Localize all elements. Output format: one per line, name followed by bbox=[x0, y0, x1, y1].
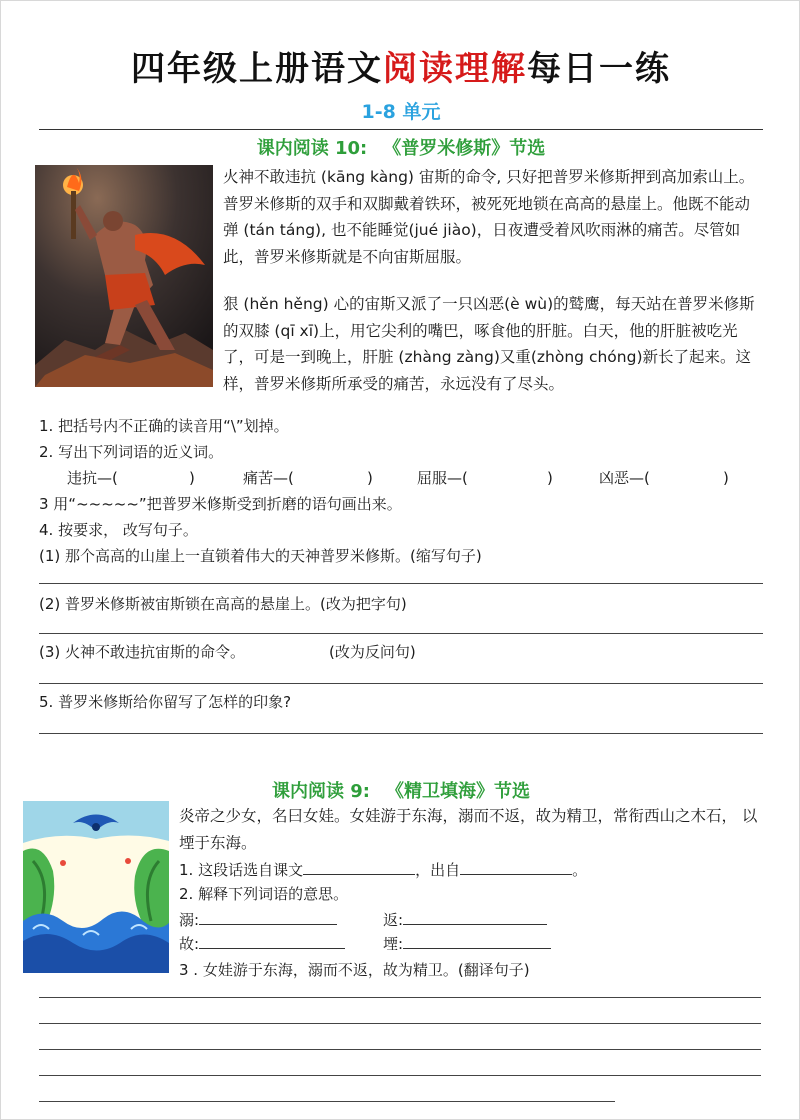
s2-question-1 bbox=[179, 859, 587, 881]
answer-line[interactable] bbox=[39, 683, 763, 684]
s1-question-3: 3 用“~~~~~”把普罗米修斯受到折磨的语句画出来。 bbox=[39, 495, 402, 513]
synonym-2-open: 痛苦—( bbox=[243, 469, 294, 487]
s1-question-4-3-requirement: (改为反问句) bbox=[329, 643, 416, 661]
synonym-2-close: ) bbox=[367, 469, 373, 487]
section2-title: 《精卫填海》节选 bbox=[386, 781, 530, 802]
section1-passage-p1: 火神不敢违抗 (kāng kàng) 宙斯的命令, 只好把普罗米修斯押到高加索山上。普罗米修斯的双手和双脚戴着铁环，被死死地锁在高高的悬崖上。他既不能动弹 (tán táng), 也不能睡觉(jué jiào)，日夜遭受着风吹雨淋的痛苦。尽管如此，普罗米修斯就是不向宙斯屈服。 bbox=[223, 168, 755, 266]
word-gu-blank[interactable] bbox=[199, 933, 345, 949]
answer-line[interactable] bbox=[39, 583, 763, 584]
word-fan-label: 返: bbox=[383, 911, 404, 929]
synonym-3-close: ) bbox=[547, 469, 553, 487]
section2-passage: 炎帝之少女，名曰女娃。女娃游于东海，溺而不返，故为精卫，常衔西山之木石， 以堙于东海。 bbox=[179, 807, 758, 852]
answer-line[interactable] bbox=[39, 733, 763, 734]
s1-question-2: 2. 写出下列词语的近义词。 bbox=[39, 443, 224, 461]
s2-q1-middle: ，出自 bbox=[415, 861, 461, 879]
section1-passage-p2 bbox=[223, 291, 763, 397]
s1-question-4-2: (2) 普罗米修斯被宙斯锁在高高的悬崖上。(改为把字句) bbox=[39, 595, 407, 613]
title-part-3: 每日一练 bbox=[527, 49, 671, 89]
s2-question-3: 3 . 女娃游于东海，溺而不返，故为精卫。(翻译句子) bbox=[179, 961, 530, 979]
s1-question-1: 1. 把括号内不正确的读音用“\”划掉。 bbox=[39, 417, 289, 435]
word-yin-blank[interactable] bbox=[403, 933, 551, 949]
synonym-3-open: 屈服—( bbox=[417, 469, 468, 487]
word-ni-label: 溺: bbox=[179, 911, 200, 929]
unit-subtitle: 1-8 单元 bbox=[361, 101, 441, 123]
word-ni-blank[interactable] bbox=[199, 909, 337, 925]
s2-question-2: 2. 解释下列词语的意思。 bbox=[179, 885, 349, 903]
section2-heading bbox=[1, 777, 800, 803]
synonym-1-open: 违抗—( bbox=[67, 469, 118, 487]
synonym-4-open: 凶恶—( bbox=[599, 469, 650, 487]
answer-line[interactable] bbox=[39, 997, 761, 998]
word-yin bbox=[383, 933, 551, 955]
word-ni bbox=[179, 909, 337, 931]
synonym-4-close: ) bbox=[723, 469, 729, 487]
answer-line[interactable] bbox=[39, 1023, 761, 1024]
jingwei-illustration bbox=[23, 801, 169, 973]
answer-line[interactable] bbox=[39, 1101, 615, 1102]
answer-line[interactable] bbox=[39, 633, 763, 634]
s2-q1-suffix: 。 bbox=[572, 861, 588, 879]
answer-line[interactable] bbox=[39, 1075, 761, 1076]
answer-line[interactable] bbox=[39, 1049, 761, 1050]
word-fan bbox=[383, 909, 547, 931]
word-gu-label: 故: bbox=[179, 935, 200, 953]
s1-question-4: 4. 按要求， 改写句子。 bbox=[39, 521, 198, 539]
title-highlight: 阅读理解 bbox=[383, 49, 527, 89]
s1-question-5: 5. 普罗米修斯给你留写了怎样的印象? bbox=[39, 693, 292, 711]
lesson-blank[interactable] bbox=[303, 859, 415, 875]
s1-question-4-1: (1) 那个高高的山崖上一直锁着伟大的天神普罗米修斯。(缩写句子) bbox=[39, 547, 482, 565]
s2-q1-prefix: 1. 这段话选自课文 bbox=[179, 861, 304, 879]
word-yin-label: 堙: bbox=[383, 935, 404, 953]
prometheus-illustration bbox=[35, 165, 213, 387]
header-divider bbox=[39, 129, 763, 130]
section1-heading bbox=[1, 134, 800, 160]
section1-title: 《普罗米修斯》节选 bbox=[383, 138, 546, 159]
synonym-1-close: ) bbox=[189, 469, 195, 487]
page-title bbox=[1, 41, 800, 90]
word-fan-blank[interactable] bbox=[403, 909, 547, 925]
title-part-1: 四年级上册语文 bbox=[131, 49, 383, 89]
s1-question-4-3: (3) 火神不敢违抗宙斯的命令。 bbox=[39, 643, 246, 661]
source-blank[interactable] bbox=[460, 859, 572, 875]
section2-label: 课内阅读 9: bbox=[272, 781, 370, 802]
word-gu bbox=[179, 933, 345, 955]
section1-label: 课内阅读 10: bbox=[256, 138, 368, 159]
section1-passage-p2-text: 狠 (hěn hěng) 心的宙斯又派了一只凶恶(è wù)的鹫鹰，每天站在普罗米修斯的双膝 (qī xī)上，用它尖利的嘴巴，啄食他的肝脏。白天，他的肝脏被吃光了，可是一到晚上，肝脏 (zhàng zàng)又重(zhòng chóng)新长了起来。这样，普罗米修斯所承受的痛苦，永远没有了尽头。 bbox=[223, 295, 755, 393]
